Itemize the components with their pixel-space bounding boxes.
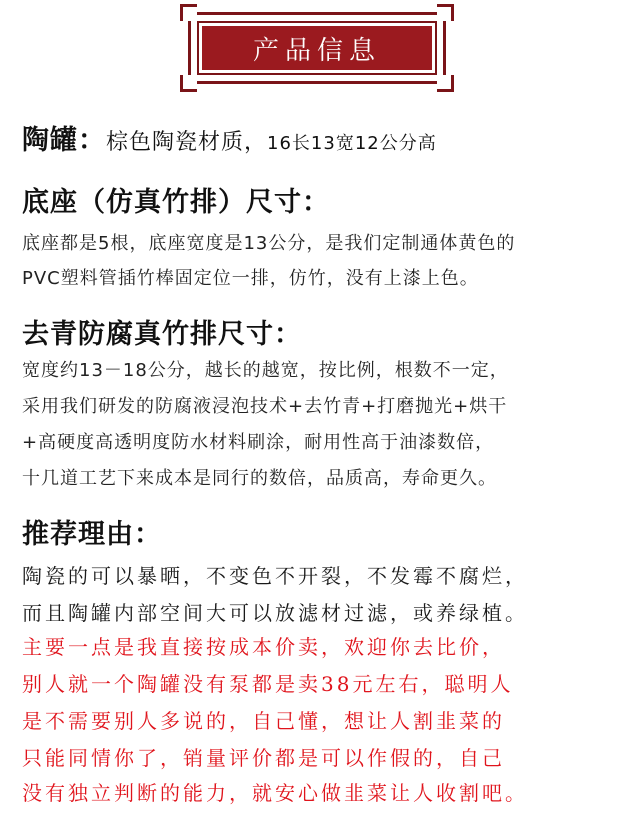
banner-corner: [437, 75, 454, 92]
reason-red-line: 别人就一个陶罐没有泵都是卖38元左右，聪明人: [22, 672, 514, 696]
reason-heading: 推荐理由：: [22, 519, 162, 550]
reason-line: 而且陶罐内部空间大可以放滤材过滤，或养绿植。: [22, 601, 528, 625]
banner-title: 产品信息: [252, 35, 381, 66]
bamboo-line: +高硬度高透明度防水材料刷涂，耐用性高于油漆数倍，: [22, 432, 495, 453]
banner-corner: [180, 4, 197, 21]
base-line: PVC塑料管插竹棒固定位一排，仿竹，没有上漆上色。: [22, 268, 479, 289]
base-line: 底座都是5根，底座宽度是13公分，是我们定制通体黄色的: [22, 233, 516, 254]
bamboo-line: 宽度约13－18公分，越长的越宽，按比例，根数不一定，: [22, 360, 509, 381]
base-heading: 底座（仿真竹排）尺寸：: [22, 187, 330, 218]
banner-background: [202, 26, 432, 70]
jar-label: 陶罐：: [22, 125, 106, 156]
jar-size: 16长13宽12公分高: [267, 133, 437, 154]
bamboo-heading: 去青防腐真竹排尺寸：: [22, 319, 302, 350]
jar-spec: [22, 118, 437, 157]
reason-red-line: 是不需要别人多说的，自己懂，想让人割韭菜的: [22, 709, 505, 733]
bamboo-line: 采用我们研发的防腐液浸泡技术+去竹青+打磨抛光+烘干: [22, 396, 508, 417]
reason-line: 陶瓷的可以暴晒，不变色不开裂，不发霉不腐烂，: [22, 564, 528, 588]
bamboo-line: 十几道工艺下来成本是同行的数倍，品质高，寿命更久。: [22, 468, 497, 489]
product-info-banner: [188, 12, 446, 84]
jar-material: 棕色陶瓷材质，: [106, 130, 268, 155]
reason-red-line: 只能同情你了，销量评价都是可以作假的，自己: [22, 746, 505, 770]
reason-red-line: 没有独立判断的能力，就安心做韭菜让人收割吧。: [22, 781, 528, 805]
banner-corner: [437, 4, 454, 21]
banner-corner: [180, 75, 197, 92]
reason-red-line: 主要一点是我直接按成本价卖，欢迎你去比价，: [22, 635, 505, 659]
